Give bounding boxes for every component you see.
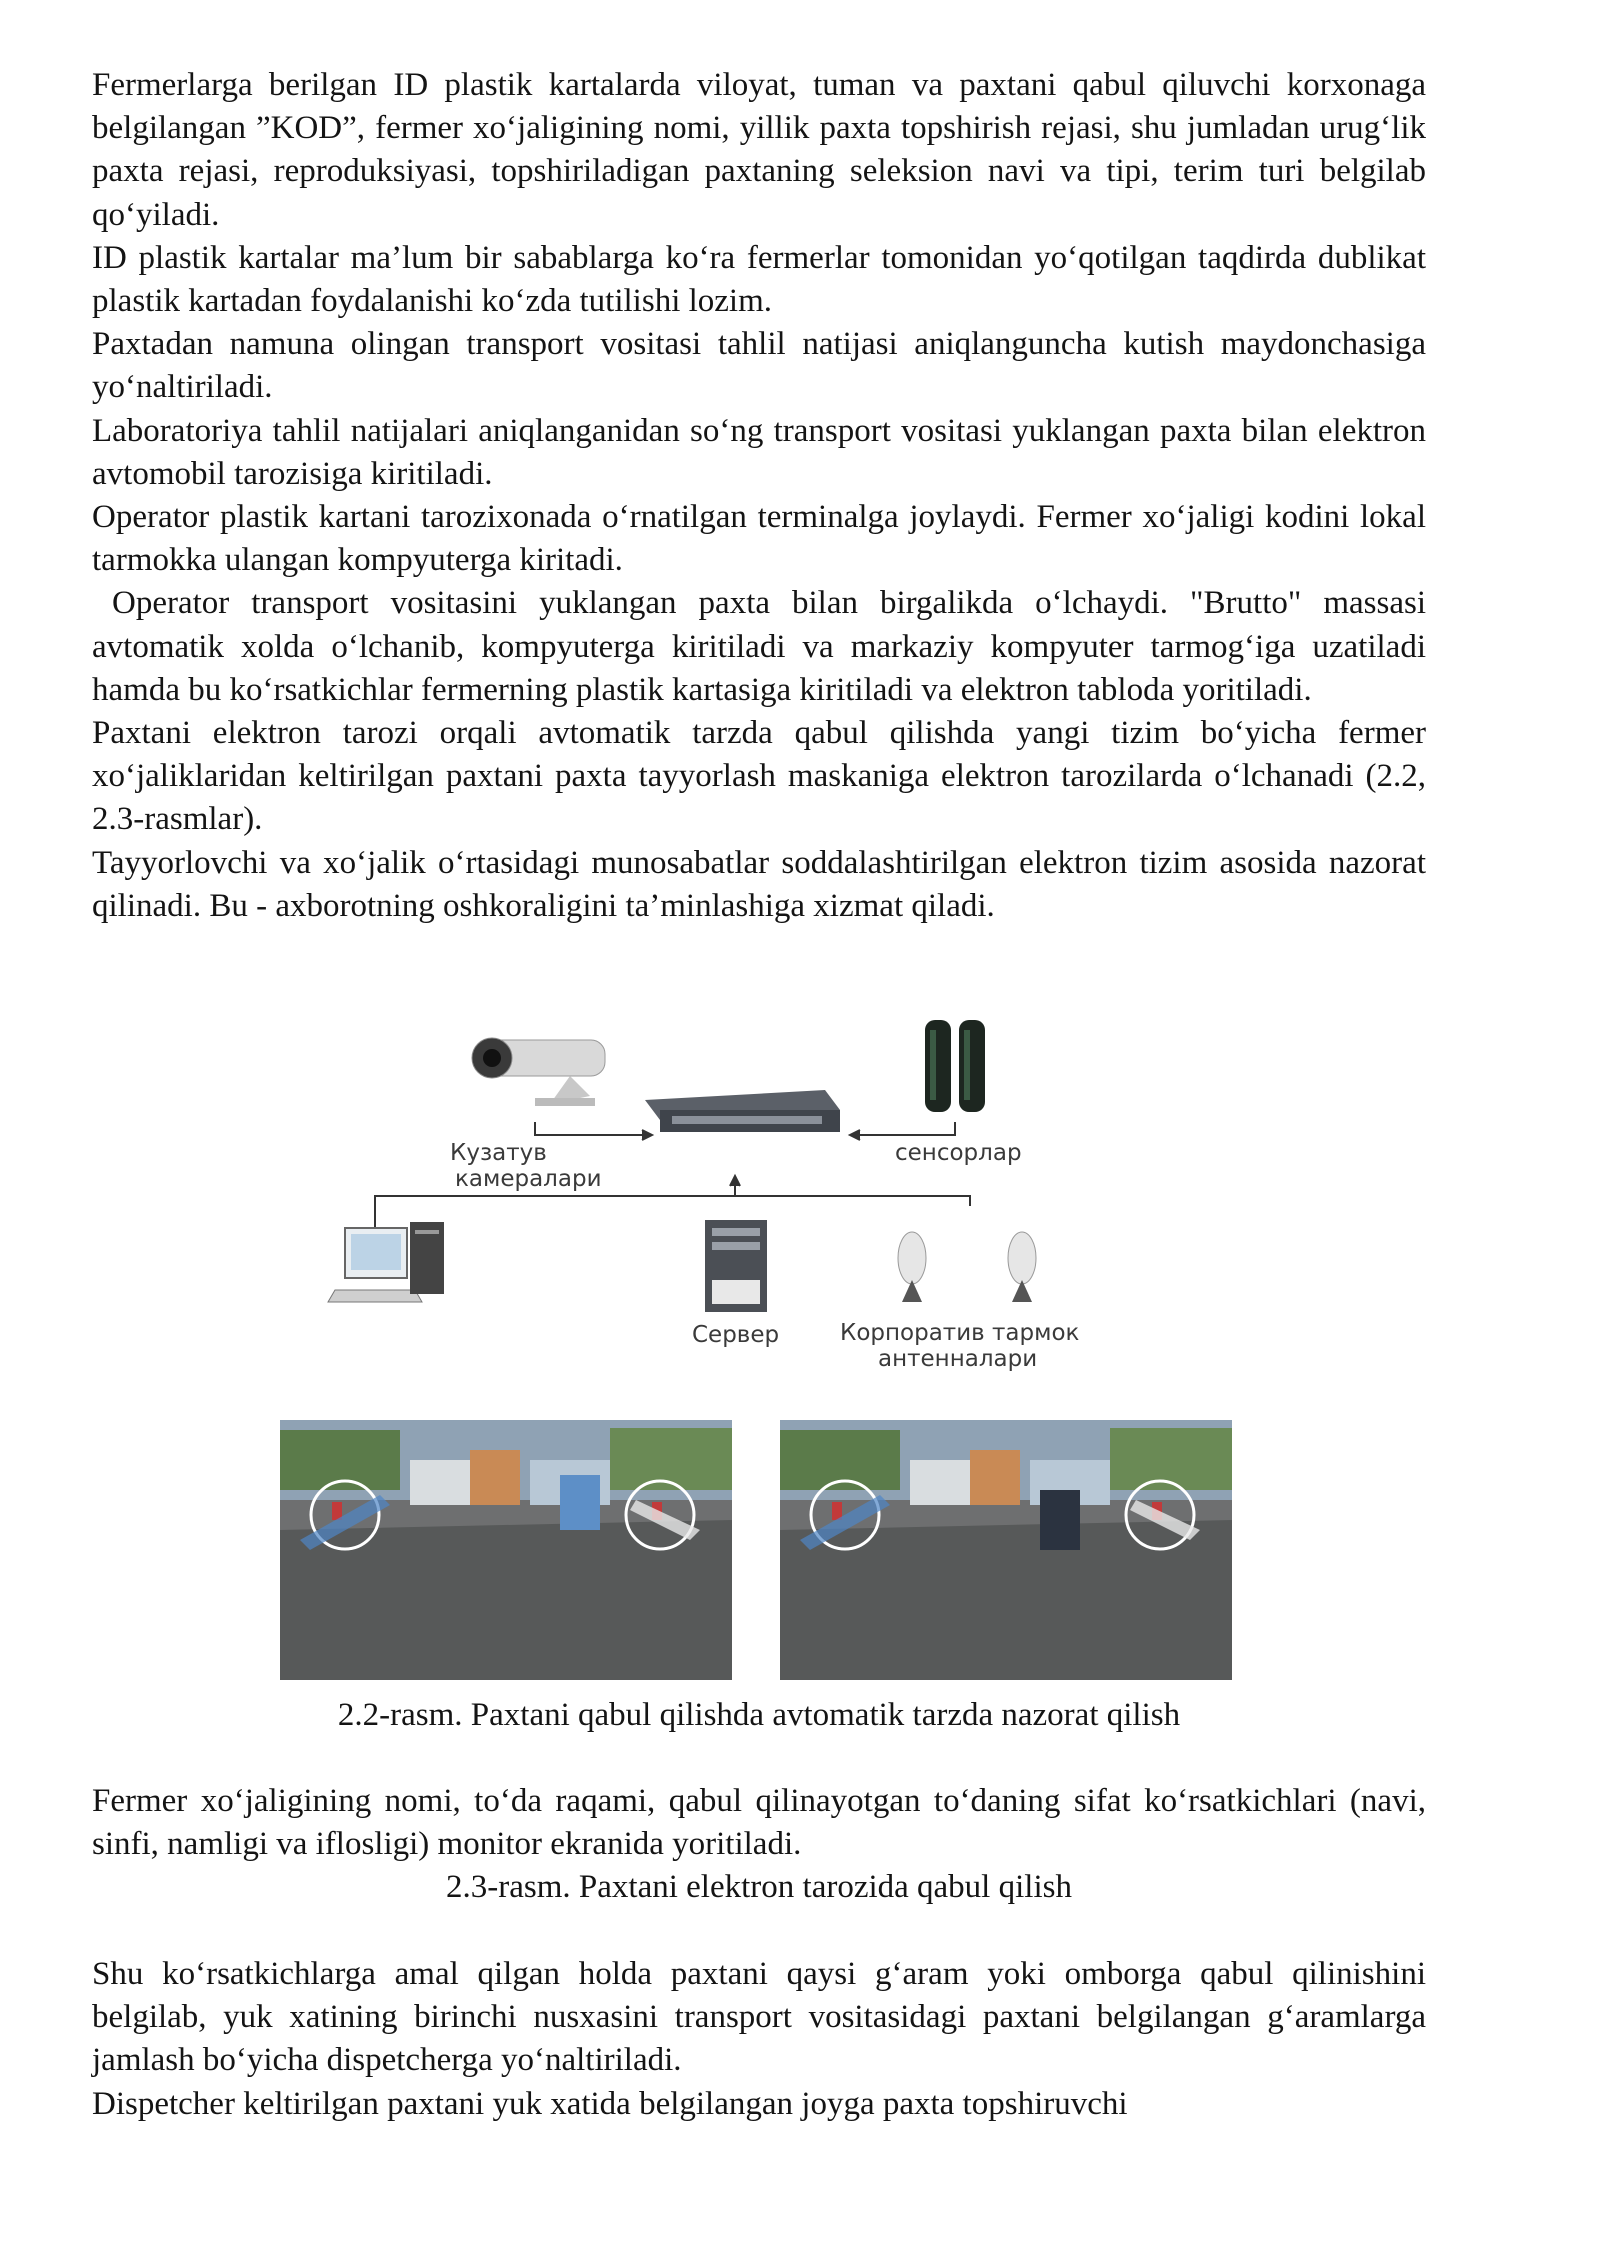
network-diagram — [280, 1010, 1320, 1680]
paragraph: Paxtadan namuna olingan transport vositasi tahlil natijasi aniqlanguncha kutish maydonchasiga yo‘naltiriladi. — [92, 326, 1426, 406]
paragraph: Shu ko‘rsatkichlarga amal qilgan holda paxtani qaysi g‘aram yoki omborga qabul qilinishini belgilab, yuk xatining birinchi nusxasini transport vositasidagi paxtani belgilangan g‘aramlarga jamlash bo‘yicha dispetcherga yo‘naltiriladi. — [92, 1956, 1426, 2079]
paragraph: Fermerlarga berilgan ID plastik kartalarda viloyat, tuman va paxtani qabul qiluvchi korxonaga belgilangan ”KOD”, fermer xo‘jaligining nomi, yillik paxta topshirish rejasi, shu jumladan urug‘lik paxta rejasi, reproduksiyasi, topshiriladigan paxtaning seleksion navi va tipi, terim turi belgilab qo‘yiladi. — [92, 67, 1426, 233]
camera-label: камералари — [455, 1166, 602, 1192]
paragraph: Dispetcher keltirilgan paxtani yuk xatida belgilangan joyga paxta topshiruvchi — [92, 2085, 1128, 2122]
figure-network-and-cameras — [280, 1010, 1320, 1610]
antenna-icon — [898, 1232, 1036, 1302]
camera-photo-left — [280, 1420, 732, 1680]
figure-caption: 2.2-rasm. Paxtani qabul qilishda avtomatik tarzda nazorat qilish — [337, 1697, 1181, 1733]
body-text-middle — [92, 1780, 1426, 1866]
paragraph: ID plastik kartalar ma’lum bir sabablarga ko‘ra fermerlar tomonidan yo‘qotilgan taqdirda dublikat plastik kartadan foydalanishi ko‘zda tutilishi lozim. — [92, 239, 1426, 320]
figure-caption: 2.3-rasm. Paxtani elektron tarozida qabul qilish — [446, 1869, 1072, 1905]
sensors-label: сенсорлар — [895, 1140, 1022, 1166]
paragraph: Paxtani elektron tarozi orqali avtomatik tarzda qabul qilishda yangi tizim bo‘yicha fermer xo‘jaliklaridan keltirilgan paxtani paxta tayyorlash maskaniga elektron tarozilarda o‘lchanadi (2.2, 2.3-rasmlar). — [92, 715, 1426, 838]
camera-photo-right — [780, 1420, 1232, 1680]
paragraph: Laboratoriya tahlil natijalari aniqlanganidan so‘ng transport vositasi yuklangan paxta bilan elektron avtomobil tarozisiga kiritiladi. — [92, 412, 1426, 492]
paragraph: Operator plastik kartani tarozixonada o‘rnatilgan terminalga joylaydi. Fermer xo‘jaligi kodini lokal tarmokka ulangan kompyuterga kiritadi. — [92, 499, 1426, 579]
body-text-top — [92, 64, 1426, 928]
sensors-icon — [925, 1020, 985, 1112]
network-switch-icon — [645, 1090, 840, 1132]
camera-icon — [472, 1038, 605, 1106]
antenna-label: Корпоратив тармок — [840, 1320, 1080, 1346]
computer-icon — [328, 1222, 444, 1302]
camera-label: Кузатув — [450, 1140, 547, 1166]
server-label: Сервер — [692, 1322, 780, 1348]
paragraph: Operator transport vositasini yuklangan paxta bilan birgalikda o‘lchaydi. "Brutto" massasi avtomatik xolda o‘lchanib, kompyuterga kiritiladi va markaziy kompyuter tarmog‘iga uzatiladi hamda bu ko‘rsatkichlar fermerning plastik kartasiga kiritiladi va elektron tabloda yoritiladi. — [92, 585, 1426, 708]
paragraph: Tayyorlovchi va xo‘jalik o‘rtasidagi munosabatlar soddalashtirilgan elektron tizim asosida nazorat qilinadi. Bu - axborotning oshkoraligini ta’minlashiga xizmat qiladi. — [92, 844, 1426, 924]
paragraph: Fermer xo‘jaligining nomi, to‘da raqami, qabul qilinayotgan to‘daning sifat ko‘rsatkichlari (navi, sinfi, namligi va iflosligi) monitor ekranida yoritiladi. — [92, 1783, 1426, 1863]
server-icon — [705, 1220, 767, 1312]
body-text-bottom — [92, 1953, 1426, 2126]
antenna-label: антенналари — [878, 1346, 1038, 1372]
